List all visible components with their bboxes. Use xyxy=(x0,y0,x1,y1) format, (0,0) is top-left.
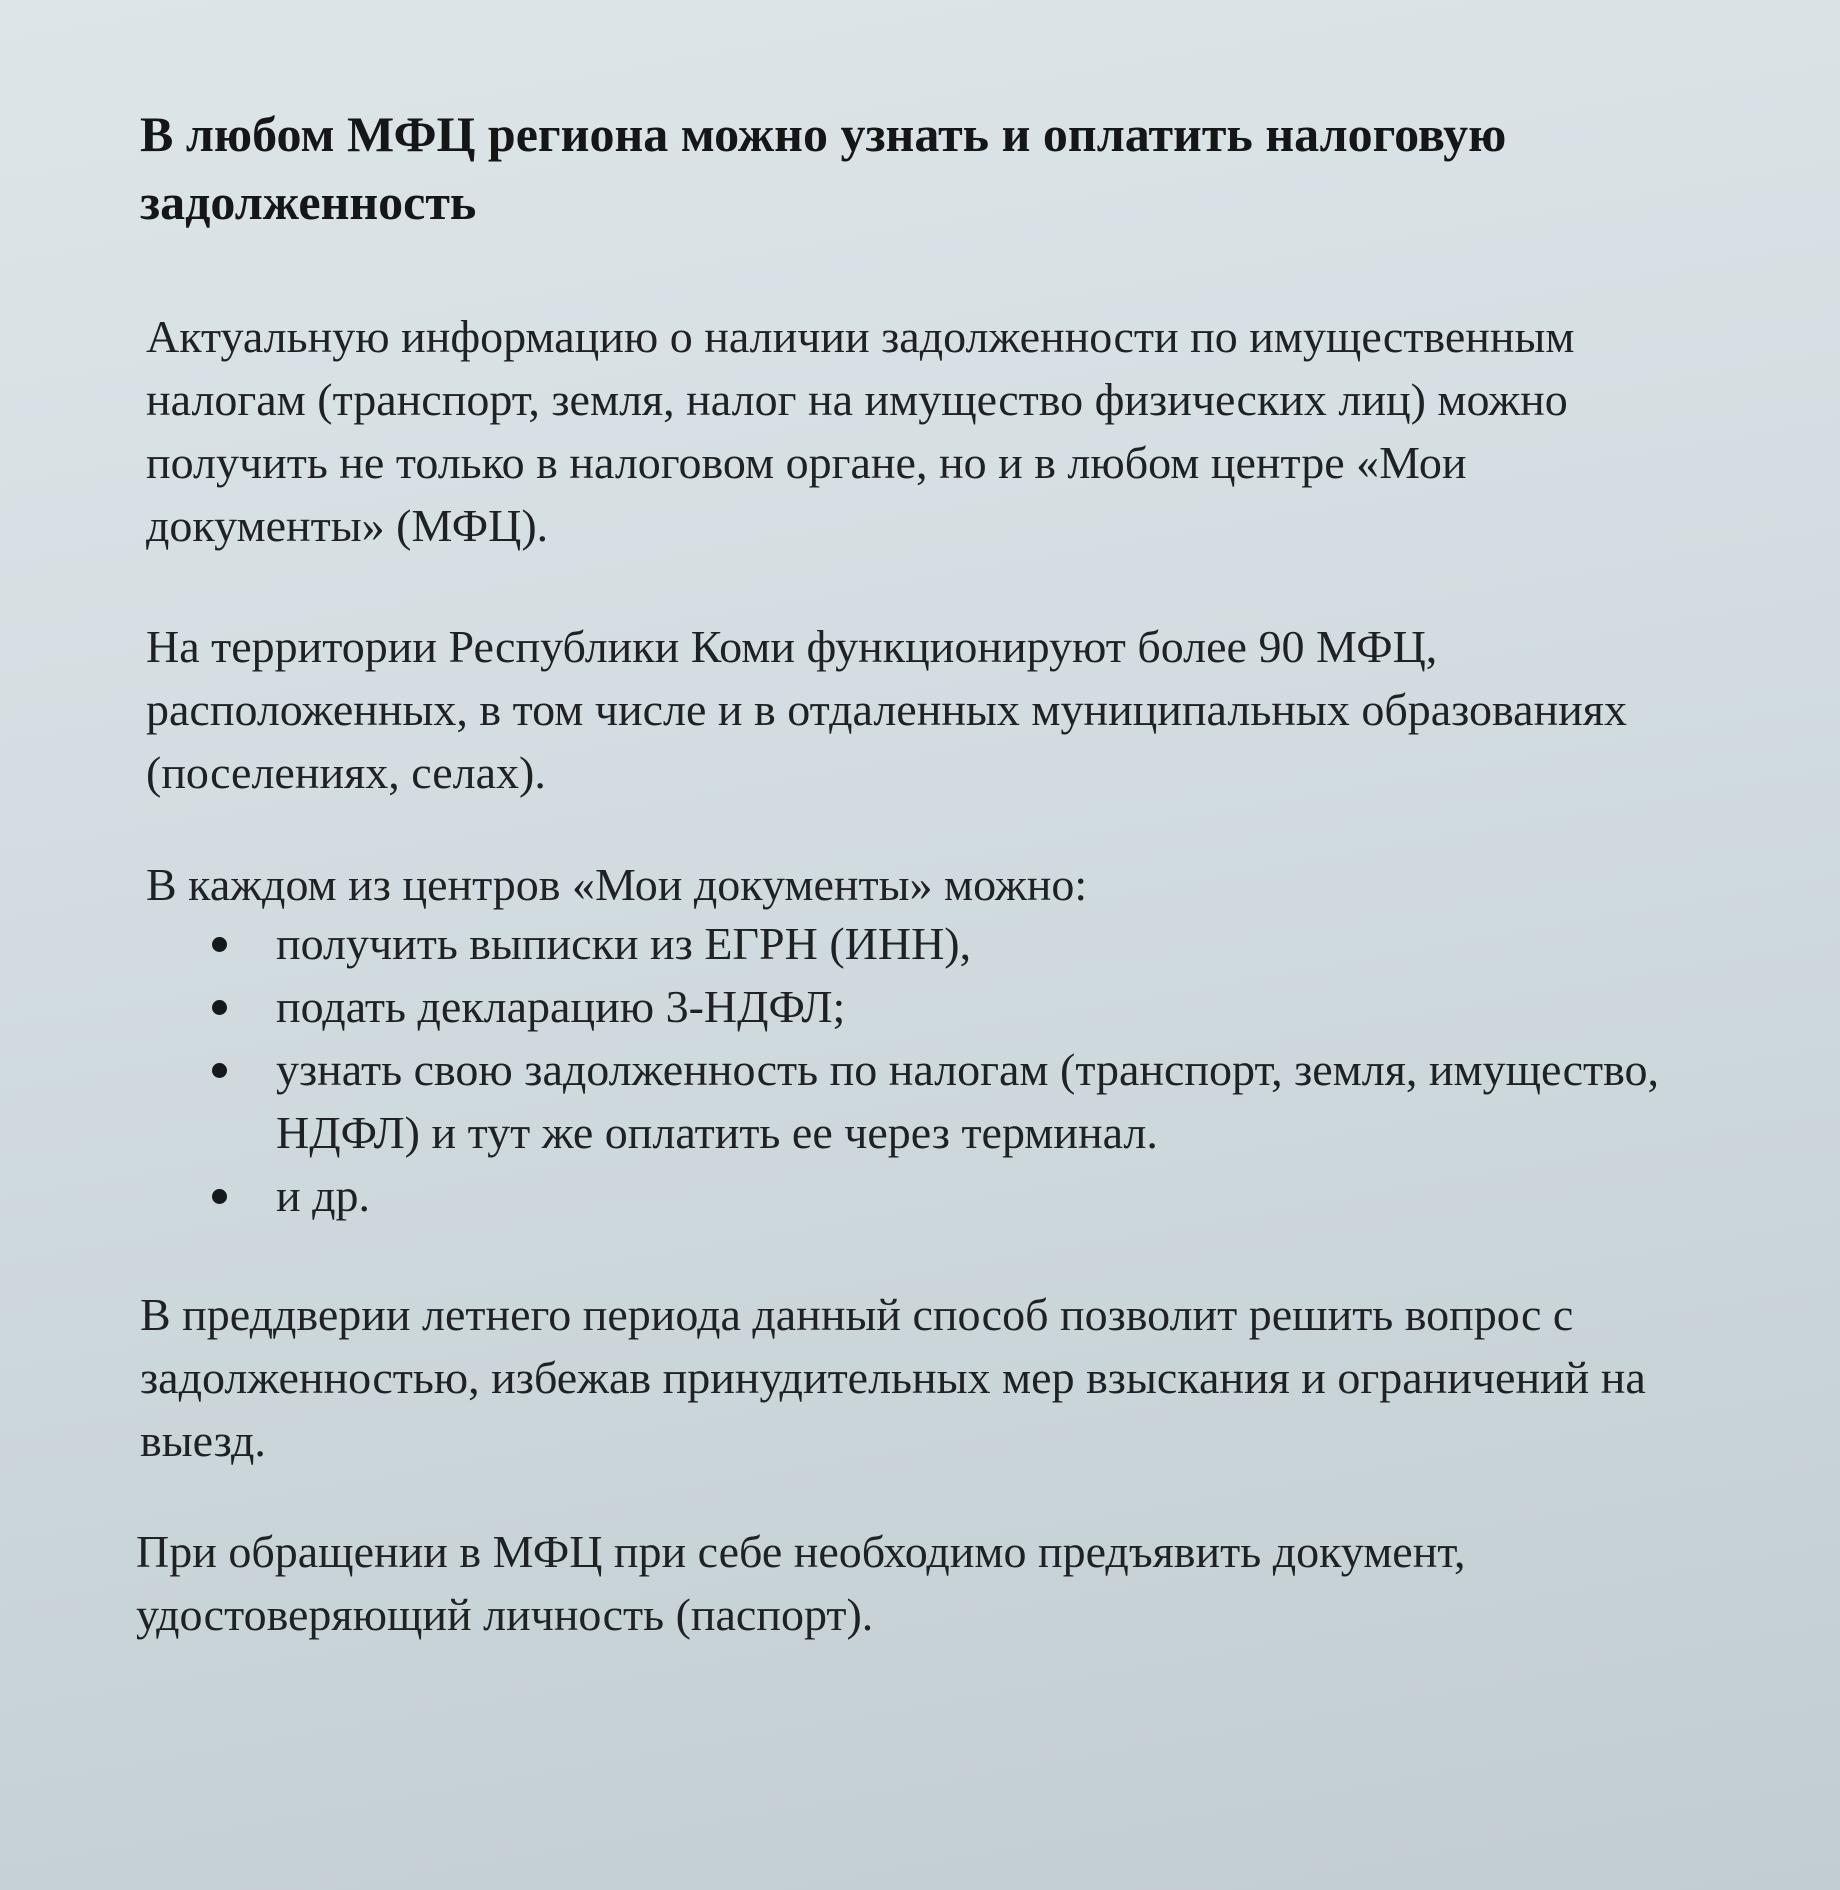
paragraph-services-intro xyxy=(146,853,1087,916)
text-line: налогам (транспорт, земля, налог на имущество физических лиц) можно xyxy=(146,374,1568,425)
list-item-text: и др. xyxy=(276,1170,371,1221)
list-item-text: подать декларацию 3-НДФЛ; xyxy=(276,981,846,1032)
list-item xyxy=(210,912,1659,975)
text-line: удостоверяющий личность (паспорт). xyxy=(136,1589,874,1640)
text-line: выезд. xyxy=(140,1415,266,1466)
text-line: документы» (МФЦ). xyxy=(146,500,549,551)
bullet-icon xyxy=(212,1189,227,1204)
paragraph-passport-note xyxy=(136,1520,1466,1646)
text-line: На территории Республики Коми функционируют более 90 МФЦ, xyxy=(146,621,1438,672)
bullet-icon xyxy=(212,1063,227,1078)
text-line: При обращении в МФЦ при себе необходимо предъявить документ, xyxy=(136,1526,1466,1577)
paragraph-tax-info xyxy=(146,305,1575,557)
bullet-icon xyxy=(212,1000,227,1015)
services-list xyxy=(210,912,1659,1227)
list-item xyxy=(210,1038,1659,1164)
paragraph-summer-note xyxy=(140,1283,1646,1472)
text-line: расположенных, в том числе и в отдаленных муниципальных образованиях xyxy=(146,684,1627,735)
text-line: В преддверии летнего периода данный способ позволит решить вопрос с xyxy=(140,1289,1574,1340)
list-item-text: НДФЛ) и тут же оплатить ее через терминал. xyxy=(276,1107,1158,1158)
document-title: В любом МФЦ региона можно узнать и оплатить налоговую задолженность xyxy=(140,106,1507,230)
bullet-icon xyxy=(212,937,227,952)
paragraph-mfc-count xyxy=(146,615,1627,804)
list-item-text: получить выписки из ЕГРН (ИНН), xyxy=(276,918,972,969)
text-line: (поселениях, селах). xyxy=(146,747,546,798)
list-item-text: узнать свою задолженность по налогам (транспорт, земля, имущество, xyxy=(276,1044,1660,1095)
text-line: получить не только в налоговом органе, но и в любом центре «Мои xyxy=(146,437,1467,488)
list-item xyxy=(210,975,1659,1038)
text-line: В каждом из центров «Мои документы» можно: xyxy=(146,859,1088,910)
text-line: Актуальную информацию о наличии задолженности по имущественным xyxy=(146,311,1575,362)
text-line: задолженностью, избежав принудительных мер взыскания и ограничений на xyxy=(140,1352,1646,1403)
list-item xyxy=(210,1164,1659,1227)
